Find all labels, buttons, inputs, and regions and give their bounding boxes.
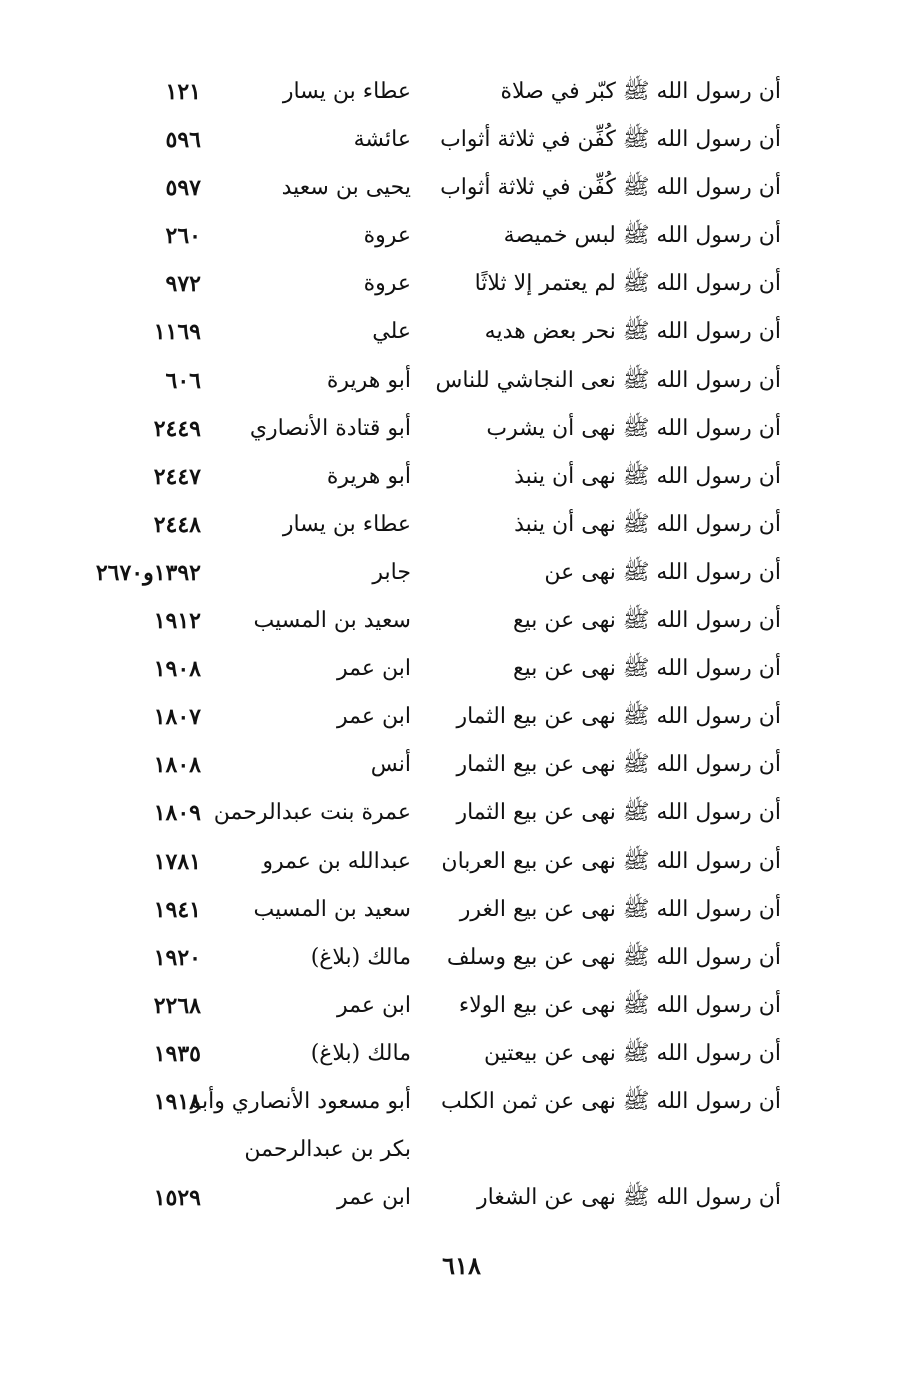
table-row — [0, 1030, 923, 1078]
hadith-number: ٢٤٤٧ — [153, 463, 201, 490]
hadith-text: أن رسول الله ﷺ نهى عن بيع الثمار — [456, 752, 781, 778]
narrator-name: سعيد بن المسيب — [253, 608, 411, 634]
hadith-text: أن رسول الله ﷺ نهى أن ينبذ — [514, 463, 781, 489]
hadith-number: ١٩٣٥ — [153, 1040, 201, 1067]
narrator-name: مالك (بلاغ) — [310, 944, 411, 970]
narrator-name: جابر — [372, 559, 411, 585]
table-row — [0, 501, 923, 549]
hadith-number: ١٩٠٨ — [153, 656, 201, 683]
narrator-name: ابن عمر — [337, 992, 411, 1018]
hadith-text: أن رسول الله ﷺ نهى أن ينبذ — [514, 511, 781, 537]
hadith-text: أن رسول الله ﷺ نعى النجاشي للناس — [435, 367, 781, 393]
hadith-number: ٢٤٤٩ — [153, 415, 201, 442]
hadith-number: ٥٩٧ — [165, 175, 201, 202]
hadith-text: أن رسول الله ﷺ كُفِّن في ثلاثة أثواب — [440, 127, 781, 153]
hadith-text: أن رسول الله ﷺ لم يعتمر إلا ثلاثًا — [474, 271, 781, 297]
table-row — [0, 982, 923, 1030]
hadith-text: أن رسول الله ﷺ نهى عن بيع الثمار — [456, 704, 781, 730]
page-number: ٦١٨ — [442, 1251, 481, 1280]
narrator-name: مالك (بلاغ) — [310, 1040, 411, 1066]
hadith-number: ١٢١ — [165, 79, 201, 105]
hadith-number: ١٩٢٠ — [153, 944, 201, 971]
narrator-name: عمرة بنت عبدالرحمن — [213, 800, 411, 826]
narrator-name: عبدالله بن عمرو — [262, 848, 411, 874]
narrator-name: أبو مسعود الأنصاري وأبو — [190, 1088, 411, 1114]
table-row — [0, 164, 923, 212]
hadith-text: أن رسول الله ﷺ نهى عن بيع الثمار — [456, 800, 781, 826]
narrator-name: سعيد بن المسيب — [253, 896, 411, 922]
table-row — [0, 597, 923, 645]
table-row — [0, 934, 923, 982]
hadith-text: أن رسول الله ﷺ لبس خميصة — [503, 223, 781, 249]
table-row — [0, 68, 923, 116]
hadith-number: ١٨٠٧ — [153, 704, 201, 731]
narrator-name: ابن عمر — [337, 656, 411, 682]
hadith-text: أن رسول الله ﷺ نهى عن بيعتين — [484, 1040, 781, 1066]
hadith-text: أن رسول الله ﷺ نهى عن بيع — [512, 608, 781, 634]
narrator-name: أبو قتادة الأنصاري — [249, 415, 411, 441]
narrator-name: أبو هريرة — [326, 463, 411, 489]
table-row — [0, 645, 923, 693]
hadith-text: أن رسول الله ﷺ نهى عن بيع العربان — [441, 848, 781, 874]
table-row — [0, 212, 923, 260]
table-row — [0, 693, 923, 741]
hadith-number: ١١٦٩ — [153, 319, 201, 346]
table-row — [0, 1174, 923, 1222]
hadith-text: أن رسول الله ﷺ نهى عن الشغار — [477, 1185, 781, 1211]
narrator-name: عطاء بن يسار — [282, 511, 411, 537]
hadith-number: ١٧٨١ — [153, 848, 201, 875]
hadith-number: ١٥٢٩ — [153, 1185, 201, 1212]
hadith-number: ١٣٩٢و٢٦٧٠ — [95, 559, 201, 586]
narrator-name: عروة — [363, 271, 411, 297]
narrator-name: بكر بن عبدالرحمن — [244, 1137, 411, 1163]
hadith-number: ٥٩٦ — [165, 127, 201, 154]
hadith-number: ٢٤٤٨ — [153, 511, 201, 538]
table-row — [0, 1078, 923, 1126]
table-row — [0, 308, 923, 356]
hadith-text: أن رسول الله ﷺ نهى عن بيع وسلف — [446, 944, 781, 970]
narrator-name: يحيى بن سعيد — [281, 175, 411, 201]
table-row — [0, 405, 923, 453]
narrator-name: علي — [372, 319, 411, 345]
table-row — [0, 789, 923, 837]
table-row — [0, 1126, 923, 1174]
table-row — [0, 453, 923, 501]
hadith-text: أن رسول الله ﷺ نهى عن — [544, 559, 781, 585]
narrator-name: ابن عمر — [337, 704, 411, 730]
hadith-text: أن رسول الله ﷺ كبّر في صلاة — [500, 79, 781, 104]
hadith-text: أن رسول الله ﷺ نهى عن ثمن الكلب — [440, 1088, 781, 1114]
hadith-number: ٩٧٢ — [165, 271, 201, 298]
hadith-text: أن رسول الله ﷺ نحر بعض هديه — [484, 319, 781, 345]
hadith-number: ١٩١٢ — [153, 608, 201, 635]
narrator-name: عطاء بن يسار — [282, 79, 411, 104]
hadith-text: أن رسول الله ﷺ نهى عن بيع — [512, 656, 781, 682]
table-row — [0, 838, 923, 886]
narrator-name: ابن عمر — [337, 1185, 411, 1211]
hadith-number: ١٩٤١ — [153, 896, 201, 923]
hadith-number: ٦٠٦ — [165, 367, 201, 394]
hadith-number: ١٨٠٩ — [153, 800, 201, 827]
table-row — [0, 886, 923, 934]
narrator-name: أبو هريرة — [326, 367, 411, 393]
hadith-number: ٢٢٦٨ — [153, 992, 201, 1019]
narrator-name: عائشة — [353, 127, 411, 153]
table-row — [0, 260, 923, 308]
hadith-text: أن رسول الله ﷺ نهى عن بيع الولاء — [458, 992, 781, 1018]
hadith-index-table — [0, 68, 923, 1222]
hadith-text: أن رسول الله ﷺ كُفِّن في ثلاثة أثواب — [440, 175, 781, 201]
hadith-text: أن رسول الله ﷺ نهى عن بيع الغرر — [459, 896, 781, 922]
hadith-text: أن رسول الله ﷺ نهى أن يشرب — [486, 415, 781, 441]
narrator-name: عروة — [363, 223, 411, 249]
narrator-name: أنس — [370, 752, 411, 778]
table-row — [0, 549, 923, 597]
table-row — [0, 357, 923, 405]
hadith-number: ١٨٠٨ — [153, 752, 201, 779]
table-row — [0, 116, 923, 164]
table-row — [0, 741, 923, 789]
hadith-number: ٢٦٠ — [165, 223, 201, 250]
hadith-number: ١٩١٨ — [153, 1088, 201, 1115]
